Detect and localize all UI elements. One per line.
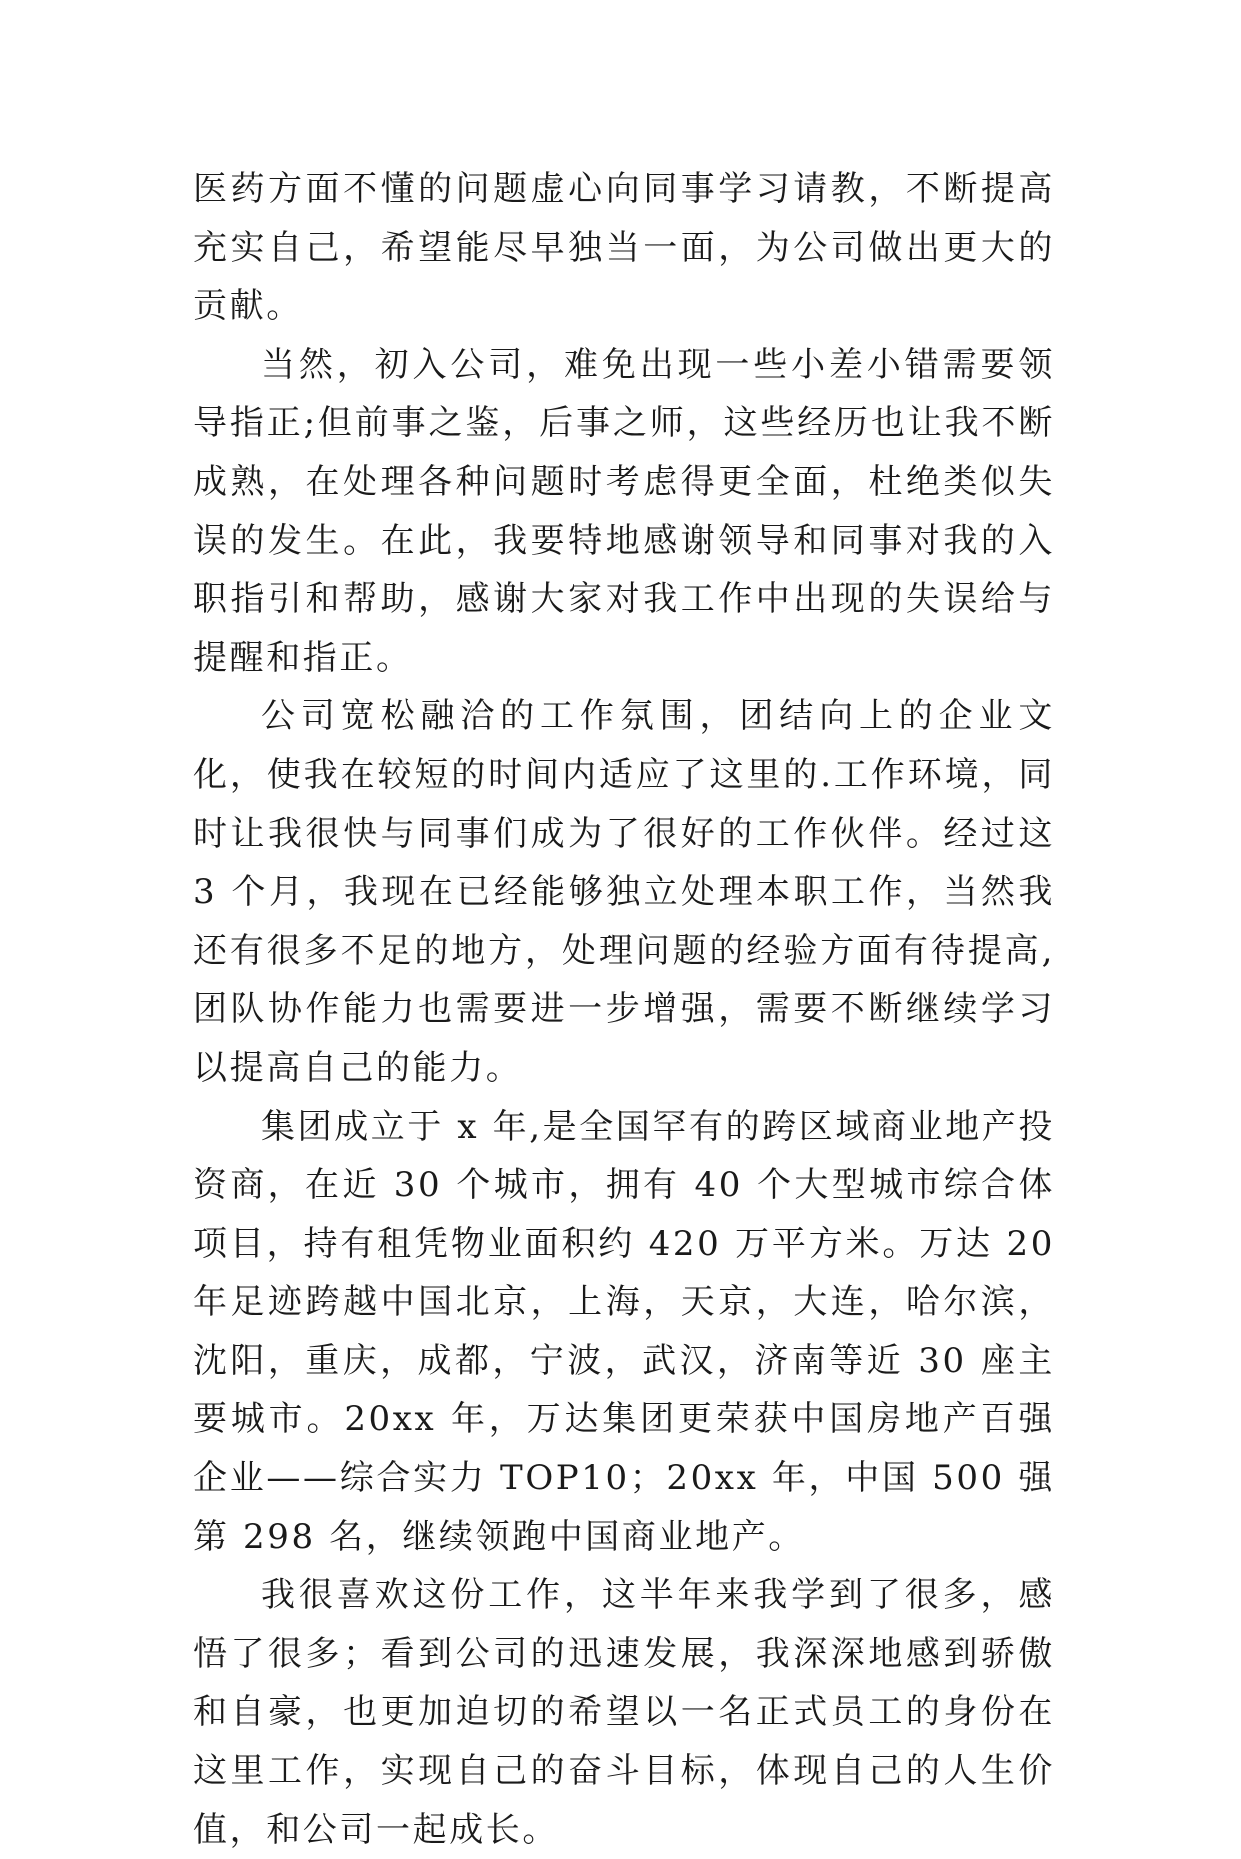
- paragraph-3: 公司宽松融洽的工作氛围，团结向上的企业文化，使我在较短的时间内适应了这里的.工作环境，同时让我很快与同事们成为了很好的工作伙伴。经过这 3 个月，我现在已经能够独立处理本职工作，当然我还有很多不足的地方，处理问题的经验方面有待提高,团队协作能力也需要进一步增强，需要不断继续学习以提高自己的能力。: [193, 696, 1055, 1088]
- paragraph-1: 医药方面不懂的问题虚心向同事学习请教，不断提高充实自己，希望能尽早独当一面，为公司做出更大的贡献。: [193, 169, 1055, 327]
- document-body: [193, 160, 1055, 1859]
- paragraph-5: 我很喜欢这份工作，这半年来我学到了很多，感悟了很多；看到公司的迅速发展，我深深地感到骄傲和自豪，也更加迫切的希望以一名正式员工的身份在这里工作，实现自己的奋斗目标，体现自己的人生价值，和公司一起成长。: [193, 1575, 1055, 1850]
- paragraph-4: 集团成立于 x 年,是全国罕有的跨区域商业地产投资商，在近 30 个城市，拥有 40 个大型城市综合体项目，持有租凭物业面积约 420 万平方米。万达 20 年足迹跨越中国北京，上海，天京，大连，哈尔滨，沈阳，重庆，成都，宁波，武汉，济南等近 30 座主要城市。20xx 年，万达集团更荣获中国房地产百强企业——综合实力 TOP10；20xx 年，中国 500 强第 298 名，继续领跑中国商业地产。: [193, 1106, 1055, 1557]
- paragraph-2: 当然，初入公司，难免出现一些小差小错需要领导指正;但前事之鉴，后事之师，这些经历也让我不断成熟，在处理各种问题时考虑得更全面，杜绝类似失误的发生。在此，我要特地感谢领导和同事对我的入职指引和帮助，感谢大家对我工作中出现的失误给与提醒和指正。: [193, 344, 1055, 678]
